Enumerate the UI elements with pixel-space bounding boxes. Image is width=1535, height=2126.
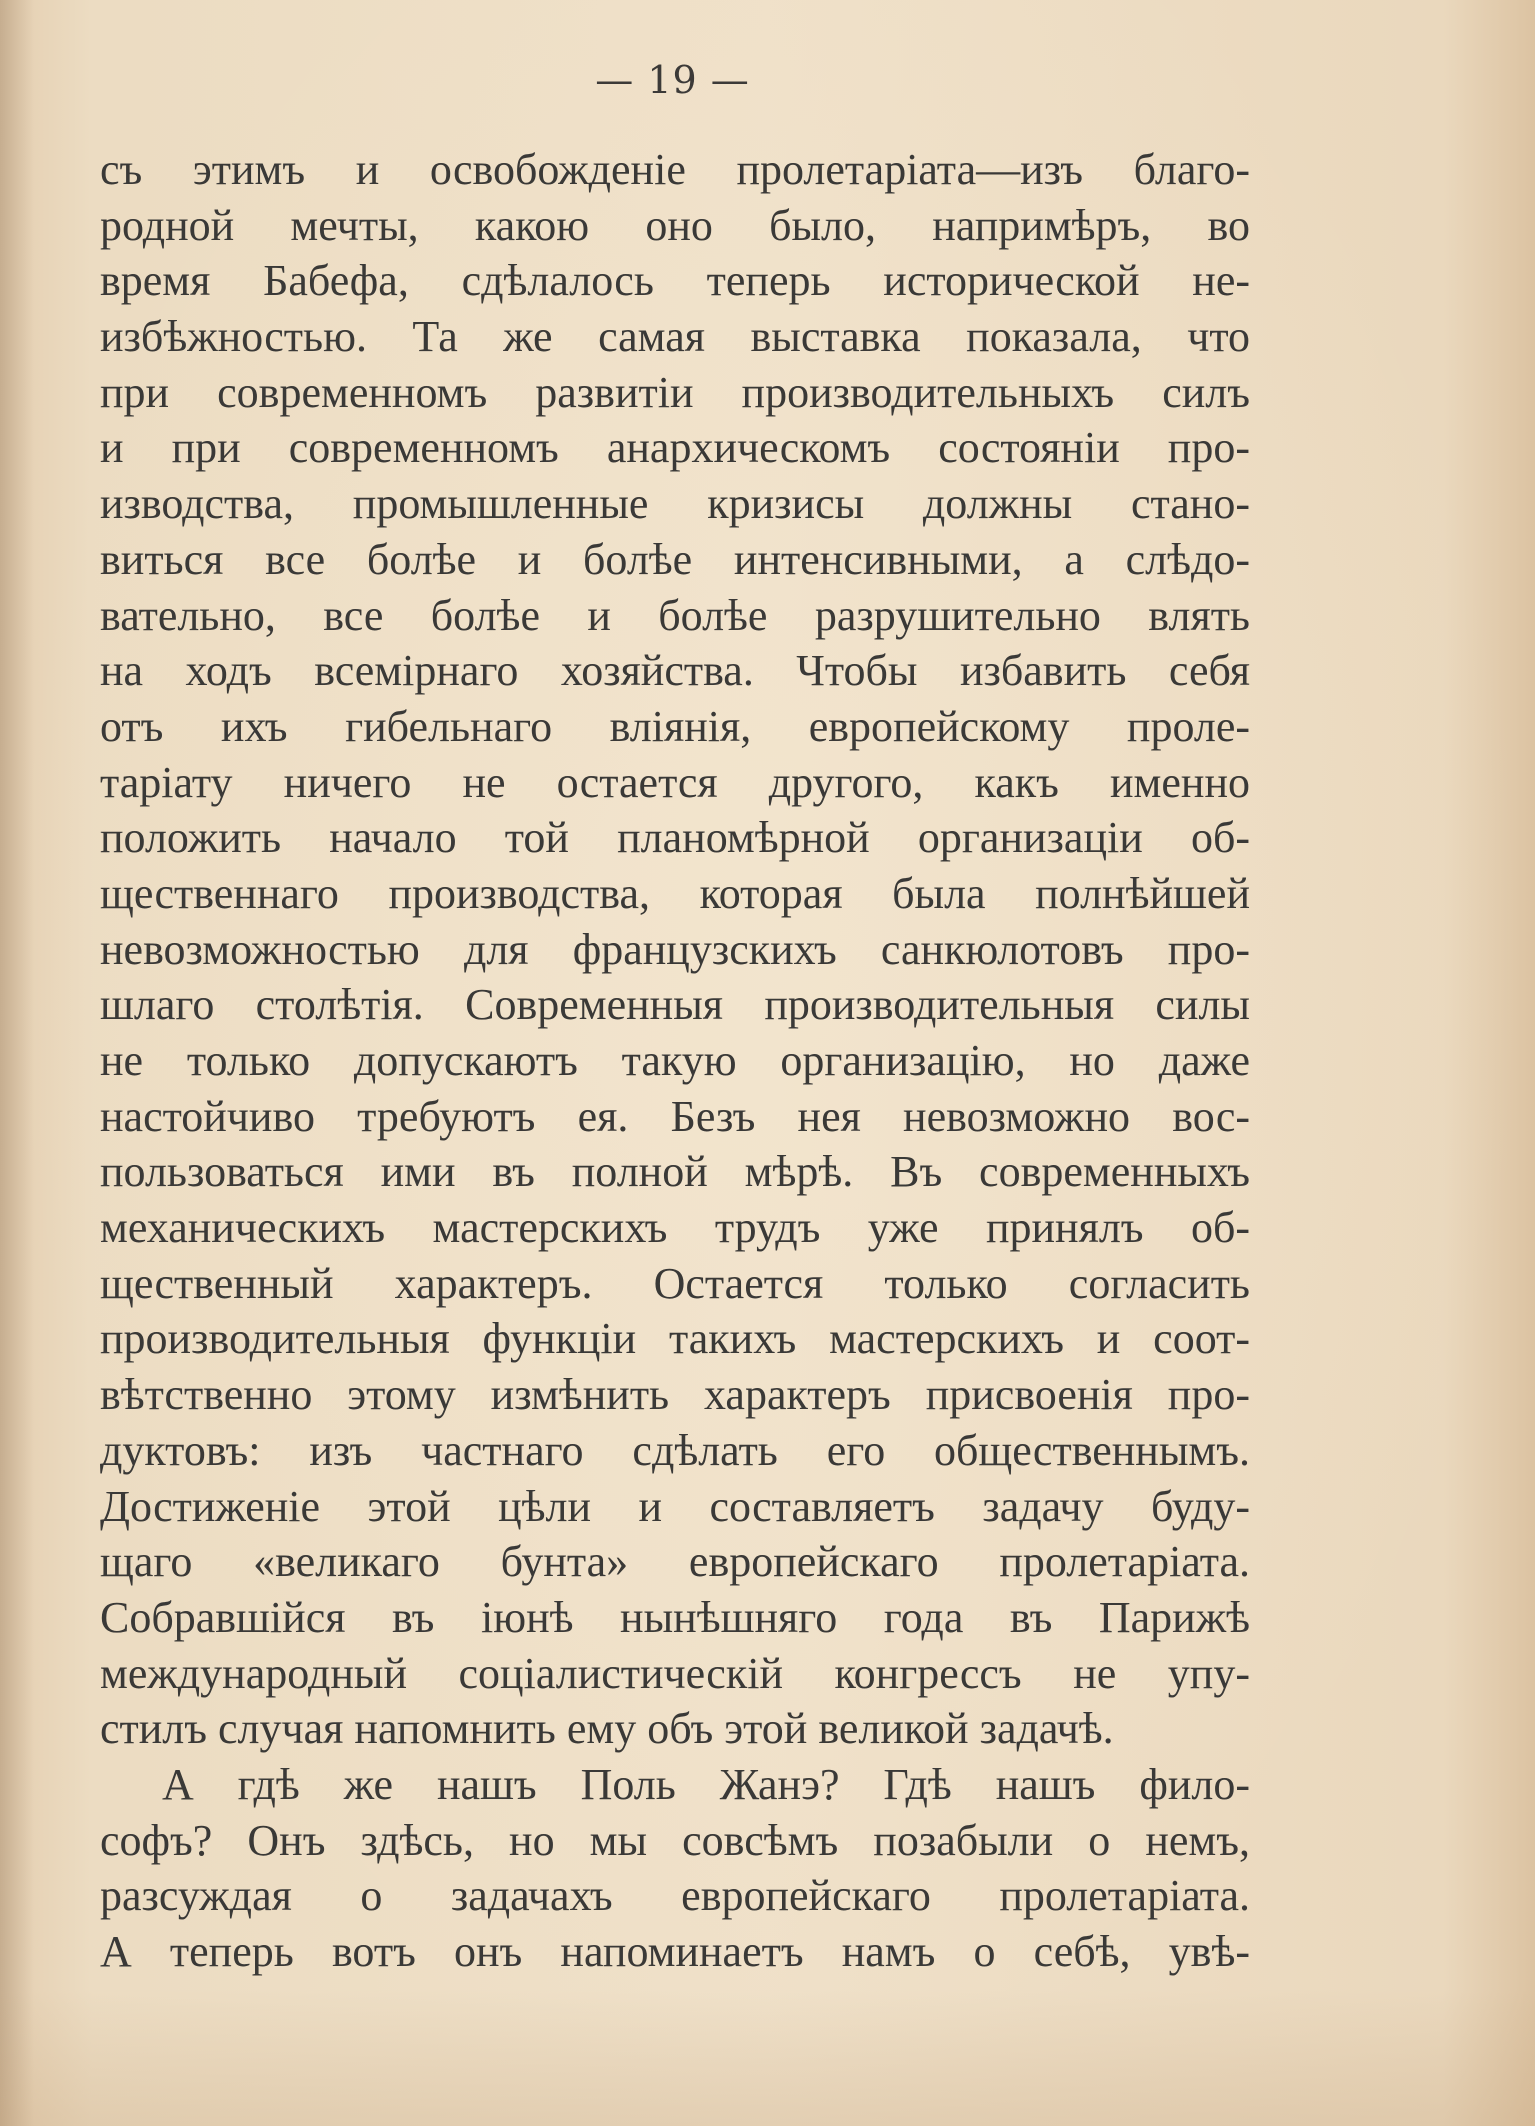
text-line: Собравшійся въ іюнѣ нынѣшняго года въ Парижѣ: [100, 1592, 1250, 1642]
text-line: международный соціалистическій конгрессъ не упу-: [100, 1648, 1250, 1698]
text-line: механическихъ мастерскихъ трудъ уже принялъ об-: [100, 1203, 1250, 1253]
text-line: вательно, все болѣе и болѣе разрушительно влять: [100, 590, 1250, 640]
text-line: таріату ничего не остается другого, какъ именно: [100, 757, 1250, 807]
paragraph-end-line: стилъ случая напомнить ему объ этой великой задачѣ.: [100, 1704, 1114, 1754]
text-line: не только допускаютъ такую организацію, но даже: [100, 1036, 1250, 1085]
text-line: Достиженіе этой цѣли и составляетъ задачу буду-: [100, 1481, 1250, 1531]
text-line: при современномъ развитіи производительныхъ силъ: [100, 367, 1250, 417]
page-number: — 19 —: [595, 58, 750, 102]
text-line: шлаго столѣтія. Современныя производительныя силы: [100, 980, 1250, 1030]
text-line: щественнаго производства, которая была полнѣйшей: [100, 868, 1250, 918]
text-line: настойчиво требуютъ ея. Безъ нея невозможно вос-: [100, 1091, 1250, 1141]
text-line: разсуждая о задачахъ европейскаго пролетаріата.: [100, 1871, 1250, 1921]
text-line: и при современномъ анархическомъ состояніи про-: [100, 423, 1250, 473]
text-line: вѣтственно этому измѣнить характеръ присвоенія про-: [100, 1370, 1250, 1420]
text-line: невозможностью для французскихъ санкюлотовъ про-: [100, 924, 1250, 974]
body-text: [100, 142, 1250, 1980]
binding-shadow: [0, 0, 34, 2126]
paper-stain: [0, 1990, 1535, 2126]
text-line: время Бабефа, сдѣлалось теперь исторической не-: [100, 256, 1250, 306]
text-line: отъ ихъ гибельнаго вліянія, европейскому проле-: [100, 701, 1250, 751]
text-line: родной мечты, какою оно было, напримѣръ, во: [100, 200, 1250, 250]
text-line: съ этимъ и освобожденіе пролетаріата—изъ благо-: [100, 145, 1250, 194]
text-line: софъ? Онъ здѣсь, но мы совсѣмъ позабыли о немъ,: [100, 1815, 1250, 1865]
text-line: положить начало той планомѣрной организаціи об-: [100, 813, 1250, 863]
text-line: на ходъ всемірнаго хозяйства. Чтобы избавить себя: [100, 646, 1250, 696]
text-line: пользоваться ими въ полной мѣрѣ. Въ современныхъ: [100, 1147, 1250, 1197]
text-line: производительныя функціи такихъ мастерскихъ и соот-: [100, 1314, 1250, 1364]
text-line: виться все болѣе и болѣе интенсивными, а слѣдо-: [100, 534, 1250, 584]
text-line: изводства, промышленные кризисы должны стано-: [100, 479, 1250, 529]
text-line: А теперь вотъ онъ напоминаетъ намъ о себѣ, увѣ-: [100, 1927, 1250, 1976]
text-line: щественный характеръ. Остается только согласить: [100, 1258, 1250, 1308]
text-line: избѣжностью. Та же самая выставка показала, что: [100, 312, 1250, 362]
text-line: щаго «великаго бунта» европейскаго пролетаріата.: [100, 1537, 1250, 1587]
text-line: дуктовъ: изъ частнаго сдѣлать его общественнымъ.: [100, 1425, 1250, 1475]
paragraph-start-line: А гдѣ же нашъ Поль Жанэ? Гдѣ нашъ фило-: [162, 1759, 1250, 1809]
